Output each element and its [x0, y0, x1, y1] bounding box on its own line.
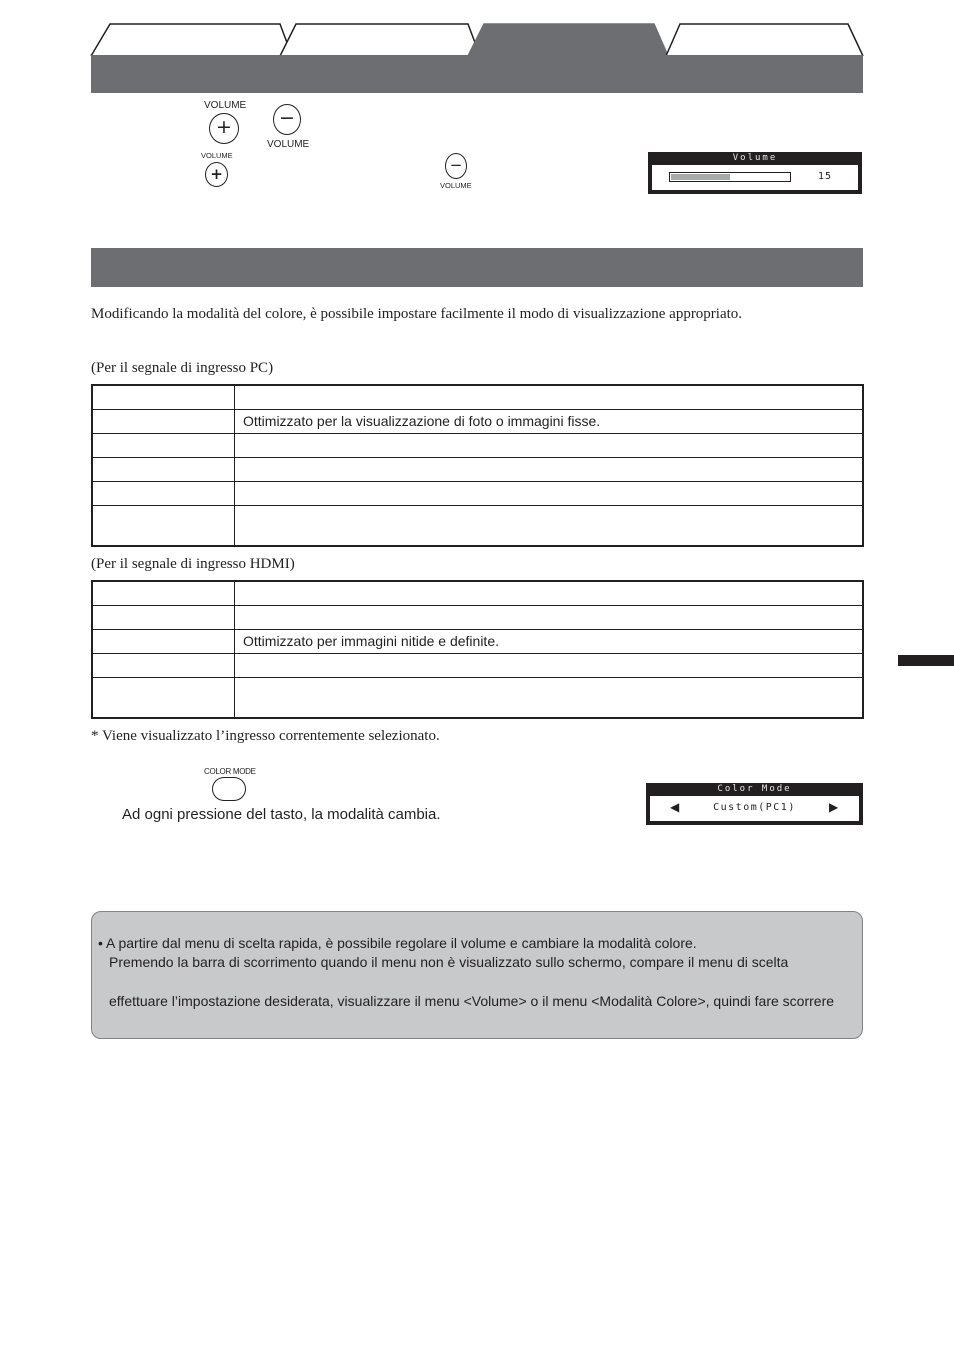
mode-description-cell: Ottimizzato per immagini nitide e definite. — [235, 629, 864, 653]
volume-osd-panel — [652, 165, 858, 190]
tab-2 — [280, 24, 480, 56]
mode-name-cell — [92, 481, 235, 505]
mode-name-cell — [92, 409, 235, 433]
minus-icon: − — [449, 156, 463, 174]
volume-level-track — [669, 172, 791, 182]
mode-description-cell — [235, 481, 864, 505]
note-line-1: • A partire dal menu di scelta rapida, è possibile regolare il volume e cambiare la modalità colore. — [98, 935, 697, 951]
mode-name-cell — [92, 653, 235, 677]
mode-description-cell — [235, 581, 864, 605]
note-line-3: effettuare l’impostazione desiderata, visualizzare il menu <Volume> o il menu <Modalità Colore>, quindi fare scorrere — [109, 993, 835, 1009]
color-mode-button-label: COLOR MODE — [204, 767, 256, 776]
table-row — [92, 457, 863, 481]
footnote: * Viene visualizzato l’ingresso correntemente selezionato. — [91, 728, 440, 744]
plus-icon: + — [210, 165, 223, 183]
color-mode-instruction: Ad ogni pressione del tasto, la modalità cambia. — [122, 806, 441, 823]
table-row — [92, 505, 863, 546]
color-mode-osd-title: Color Mode — [717, 784, 792, 794]
volume-minus-label: VOLUME — [267, 139, 310, 150]
table-row — [92, 409, 863, 433]
note-line-2: Premendo la barra di scorrimento quando il menu non è visualizzato sullo schermo, compare il menu di scelta — [109, 954, 789, 970]
mode-description-cell — [235, 385, 864, 409]
volume-value: 15 — [818, 171, 833, 182]
volume-plus-small-button[interactable] — [205, 162, 228, 187]
hdmi-mode-table — [91, 580, 864, 719]
mode-description-cell — [235, 505, 864, 546]
mode-name-cell — [92, 605, 235, 629]
mode-description-cell — [235, 433, 864, 457]
table-row — [92, 605, 863, 629]
mode-name-cell — [92, 505, 235, 546]
volume-level-fill — [671, 174, 730, 180]
mode-name-cell — [92, 629, 235, 653]
section-header-color-mode — [91, 248, 863, 287]
page-side-marker — [898, 655, 954, 666]
left-arrow-icon[interactable]: ◀ — [670, 800, 680, 814]
mode-name-cell — [92, 457, 235, 481]
table-row — [92, 433, 863, 457]
mode-name-cell — [92, 581, 235, 605]
tab-1 — [91, 24, 292, 56]
mode-name-cell — [92, 385, 235, 409]
volume-minus-small-label: VOLUME — [440, 181, 472, 190]
color-mode-osd — [646, 783, 863, 825]
right-arrow-icon[interactable]: ▶ — [829, 800, 839, 814]
table-row — [92, 653, 863, 677]
volume-plus-small-label: VOLUME — [201, 151, 233, 160]
color-mode-value: Custom(PC1) — [713, 802, 796, 813]
volume-plus-button[interactable] — [209, 113, 239, 144]
hdmi-table-caption: (Per il segnale di ingresso HDMI) — [91, 556, 295, 572]
mode-name-cell — [92, 433, 235, 457]
volume-minus-small-button[interactable] — [445, 153, 467, 179]
tab-4 — [666, 24, 863, 56]
table-row — [92, 677, 863, 718]
table-row — [92, 581, 863, 605]
mode-description-cell — [235, 457, 864, 481]
volume-osd — [648, 152, 862, 194]
minus-icon: − — [279, 107, 295, 129]
mode-description-cell — [235, 605, 864, 629]
mode-description-cell — [235, 677, 864, 718]
plus-icon: + — [216, 116, 232, 138]
color-mode-button[interactable] — [212, 777, 246, 801]
note-box — [91, 911, 863, 1039]
table-row — [92, 629, 863, 653]
volume-minus-button[interactable] — [273, 104, 301, 135]
mode-name-cell — [92, 677, 235, 718]
mode-description-cell: Ottimizzato per la visualizzazione di foto o immagini fisse. — [235, 409, 864, 433]
table-row — [92, 481, 863, 505]
table-row — [92, 385, 863, 409]
volume-osd-title: Volume — [732, 153, 778, 163]
volume-plus-label: VOLUME — [204, 100, 247, 111]
pc-table-caption: (Per il segnale di ingresso PC) — [91, 360, 274, 376]
section-header-volume — [91, 55, 863, 93]
color-mode-osd-panel — [650, 796, 859, 821]
tab-3-active — [468, 24, 668, 56]
pc-mode-table — [91, 384, 864, 547]
chapter-tabs — [88, 20, 868, 58]
intro-text: Modificando la modalità del colore, è possibile impostare facilmente il modo di visualizzazione appropriato. — [91, 306, 743, 322]
mode-description-cell — [235, 653, 864, 677]
